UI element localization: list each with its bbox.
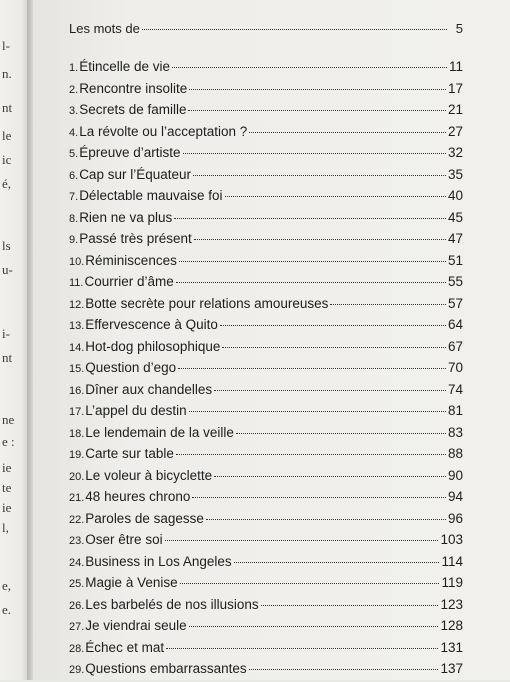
facing-page-fragment: nt bbox=[2, 100, 13, 115]
dot-leader bbox=[172, 67, 447, 68]
chapter-title: Dîner aux chandelles bbox=[85, 381, 213, 397]
facing-page-fragment: e. bbox=[2, 602, 12, 617]
toc-entry bbox=[69, 658, 463, 680]
chapter-number: 28. bbox=[69, 642, 85, 655]
toc-intro-row bbox=[69, 12, 463, 45]
facing-page-edge bbox=[0, 0, 27, 680]
chapter-page-number: 83 bbox=[447, 424, 463, 440]
chapter-page-number: 67 bbox=[447, 338, 463, 354]
facing-page-fragment: nt bbox=[2, 350, 13, 365]
toc-entry bbox=[69, 443, 463, 465]
facing-page-fragment: ie bbox=[2, 500, 12, 515]
chapter-page-number: 47 bbox=[447, 231, 463, 246]
chapter-number: 24. bbox=[69, 556, 85, 569]
chapter-title: Magie à Venise bbox=[85, 575, 178, 590]
chapter-title: Le voleur à bicyclette bbox=[85, 467, 213, 483]
dot-leader bbox=[142, 29, 447, 30]
chapter-title: Oser être soi bbox=[85, 532, 163, 547]
chapter-page-number: 74 bbox=[447, 381, 463, 397]
chapter-title: Je viendrai seule bbox=[85, 618, 187, 633]
toc-entry bbox=[69, 99, 463, 121]
chapter-page-number: 17 bbox=[447, 80, 463, 96]
chapter-page-number: 137 bbox=[440, 661, 463, 676]
chapter-page-number: 27 bbox=[447, 123, 463, 139]
toc-entry bbox=[69, 400, 463, 422]
chapter-number: 13. bbox=[69, 320, 85, 332]
toc-entry bbox=[69, 508, 463, 530]
toc-entry bbox=[69, 56, 463, 78]
toc-entry bbox=[69, 336, 463, 358]
chapter-title: Hot-dog philosophique bbox=[85, 338, 221, 354]
chapter-title: Le lendemain de la veille bbox=[85, 424, 234, 440]
chapter-page-number: 96 bbox=[447, 510, 463, 526]
chapter-page-number: 11 bbox=[448, 59, 463, 74]
chapter-title: 48 heures chrono bbox=[85, 489, 191, 504]
toc-entry bbox=[69, 357, 463, 379]
dot-leader bbox=[214, 390, 446, 391]
dot-leader bbox=[193, 175, 446, 176]
toc-entry bbox=[69, 164, 463, 186]
toc-entry bbox=[69, 142, 463, 164]
chapter-number: 9. bbox=[69, 234, 79, 246]
chapter-number: 2. bbox=[69, 83, 79, 96]
chapter-title: Questions embarrassantes bbox=[85, 661, 247, 676]
dot-leader bbox=[214, 476, 446, 477]
dot-leader bbox=[178, 368, 446, 369]
chapter-number: 19. bbox=[69, 449, 85, 461]
dot-leader bbox=[225, 196, 446, 197]
chapter-number: 20. bbox=[69, 470, 85, 483]
chapter-title: Échec et mat bbox=[85, 639, 165, 655]
chapter-title: Étincelle de vie bbox=[79, 59, 170, 74]
dot-leader bbox=[180, 583, 440, 584]
chapter-number: 10. bbox=[69, 255, 85, 268]
chapter-title: Botte secrète pour relations amoureuses bbox=[85, 295, 329, 311]
facing-page-fragment: te bbox=[2, 480, 12, 495]
toc-entry bbox=[69, 422, 463, 444]
chapter-title: Secrets de famille bbox=[79, 102, 187, 117]
chapter-page-number: 70 bbox=[447, 360, 463, 375]
chapter-page-number: 21 bbox=[447, 102, 463, 117]
facing-page-fragment: l, bbox=[2, 520, 9, 535]
chapter-title: Épreuve d’artiste bbox=[79, 145, 181, 160]
dot-leader bbox=[234, 562, 440, 563]
dot-leader bbox=[222, 347, 446, 348]
chapter-number: 4. bbox=[69, 126, 79, 139]
facing-page-fragment: ic bbox=[2, 152, 12, 167]
chapter-number: 16. bbox=[69, 384, 85, 397]
chapter-title: Les barbelés de nos illusions bbox=[85, 596, 259, 612]
toc-intro-title: Les mots de bbox=[69, 21, 140, 36]
facing-page-fragment: u- bbox=[2, 262, 13, 277]
toc-entry bbox=[69, 78, 463, 100]
toc-entry bbox=[69, 228, 463, 250]
facing-page-fragment: n. bbox=[2, 66, 12, 81]
dot-leader bbox=[249, 669, 439, 670]
chapter-number: 23. bbox=[69, 535, 85, 547]
chapter-page-number: 103 bbox=[440, 532, 463, 547]
facing-page-fragment: ls bbox=[2, 238, 11, 253]
chapter-title: L’appel du destin bbox=[85, 403, 187, 418]
toc-entry bbox=[69, 486, 463, 508]
chapter-page-number: 123 bbox=[440, 596, 463, 612]
dot-leader bbox=[192, 497, 446, 498]
chapter-number: 29. bbox=[69, 664, 85, 676]
chapter-number: 12. bbox=[69, 298, 85, 311]
chapter-page-number: 128 bbox=[440, 618, 463, 633]
dot-leader bbox=[330, 304, 446, 305]
chapter-page-number: 64 bbox=[447, 317, 463, 332]
dot-leader bbox=[189, 411, 446, 412]
chapter-number: 11. bbox=[69, 277, 84, 289]
facing-page-fragment: e : bbox=[2, 434, 15, 449]
chapter-page-number: 81 bbox=[447, 403, 463, 418]
dot-leader bbox=[220, 325, 446, 326]
toc-entry bbox=[69, 379, 463, 401]
chapter-page-number: 131 bbox=[440, 639, 463, 655]
facing-page-fragment: i- bbox=[2, 326, 10, 341]
chapter-number: 15. bbox=[69, 363, 85, 375]
toc-entry bbox=[69, 250, 463, 272]
facing-page-fragment: ie bbox=[2, 460, 12, 475]
chapter-page-number: 35 bbox=[447, 166, 463, 182]
chapter-number: 8. bbox=[69, 212, 79, 225]
dot-leader bbox=[165, 540, 439, 541]
facing-page-fragment: é, bbox=[2, 176, 12, 191]
chapter-page-number: 51 bbox=[447, 252, 463, 268]
toc-entries-list bbox=[69, 56, 463, 680]
facing-page-fragment: l- bbox=[2, 38, 10, 53]
chapter-page-number: 55 bbox=[447, 274, 463, 289]
chapter-title: Question d’ego bbox=[85, 360, 177, 375]
table-of-contents bbox=[69, 12, 463, 680]
chapter-page-number: 40 bbox=[447, 188, 463, 203]
chapter-title: Effervescence à Quito bbox=[85, 317, 218, 332]
facing-page-fragment: e, bbox=[2, 578, 12, 593]
toc-entry bbox=[69, 615, 463, 637]
chapter-title: Courrier d’âme bbox=[84, 274, 174, 289]
toc-entry bbox=[69, 594, 463, 616]
toc-entry bbox=[69, 121, 463, 143]
chapter-number: 14. bbox=[69, 341, 85, 354]
toc-intro-page: 5 bbox=[455, 21, 463, 36]
dot-leader bbox=[194, 239, 446, 240]
chapter-number: 22. bbox=[69, 513, 85, 526]
chapter-number: 6. bbox=[69, 169, 79, 182]
chapter-number: 3. bbox=[69, 105, 79, 117]
toc-entry bbox=[69, 572, 463, 594]
toc-entry bbox=[69, 551, 463, 573]
chapter-number: 25. bbox=[69, 578, 85, 590]
table-of-contents-page bbox=[33, 0, 510, 680]
dot-leader bbox=[183, 153, 446, 154]
chapter-number: 5. bbox=[69, 148, 79, 160]
chapter-page-number: 88 bbox=[447, 446, 463, 461]
chapter-number: 21. bbox=[69, 492, 85, 504]
chapter-number: 7. bbox=[69, 191, 79, 203]
chapter-title: Carte sur table bbox=[85, 446, 174, 461]
chapter-page-number: 119 bbox=[441, 575, 463, 590]
chapter-page-number: 57 bbox=[447, 295, 463, 311]
facing-page-fragment: le bbox=[2, 128, 12, 143]
chapter-number: 18. bbox=[69, 427, 85, 440]
dot-leader bbox=[189, 89, 446, 90]
chapter-title: Cap sur l’Équateur bbox=[79, 166, 191, 182]
dot-leader bbox=[179, 261, 446, 262]
chapter-title: Rencontre insolite bbox=[79, 80, 188, 96]
dot-leader bbox=[174, 218, 446, 219]
dot-leader bbox=[188, 110, 445, 111]
dot-leader bbox=[176, 454, 446, 455]
toc-entry bbox=[69, 271, 463, 293]
dot-leader bbox=[236, 433, 446, 434]
toc-entry bbox=[69, 185, 463, 207]
chapter-title: Passé très présent bbox=[79, 231, 192, 246]
chapter-page-number: 114 bbox=[441, 553, 463, 569]
dot-leader bbox=[261, 605, 439, 606]
toc-entry bbox=[69, 465, 463, 487]
facing-page-fragment: ne bbox=[2, 412, 15, 427]
chapter-page-number: 94 bbox=[447, 489, 463, 504]
dot-leader bbox=[176, 282, 446, 283]
chapter-page-number: 90 bbox=[447, 467, 463, 483]
toc-entry bbox=[69, 637, 463, 659]
chapter-number: 17. bbox=[69, 406, 85, 418]
chapter-number: 1. bbox=[69, 62, 79, 74]
toc-entry bbox=[69, 529, 463, 551]
dot-leader bbox=[166, 648, 438, 649]
toc-entry bbox=[69, 314, 463, 336]
chapter-title: Paroles de sagesse bbox=[85, 510, 204, 526]
chapter-title: Réminiscences bbox=[85, 252, 177, 268]
chapter-page-number: 32 bbox=[447, 145, 463, 160]
chapter-title: Business in Los Angeles bbox=[85, 553, 232, 569]
chapter-title: Rien ne va plus bbox=[79, 209, 173, 225]
dot-leader bbox=[189, 626, 439, 627]
toc-entry bbox=[69, 207, 463, 229]
chapter-title: La révolte ou l’acceptation ? bbox=[79, 123, 248, 139]
chapter-title: Délectable mauvaise foi bbox=[79, 188, 223, 203]
chapter-number: 26. bbox=[69, 599, 85, 612]
dot-leader bbox=[249, 132, 446, 133]
chapter-page-number: 45 bbox=[447, 209, 463, 225]
toc-entry bbox=[69, 293, 463, 315]
dot-leader bbox=[206, 519, 446, 520]
chapter-number: 27. bbox=[69, 621, 85, 633]
